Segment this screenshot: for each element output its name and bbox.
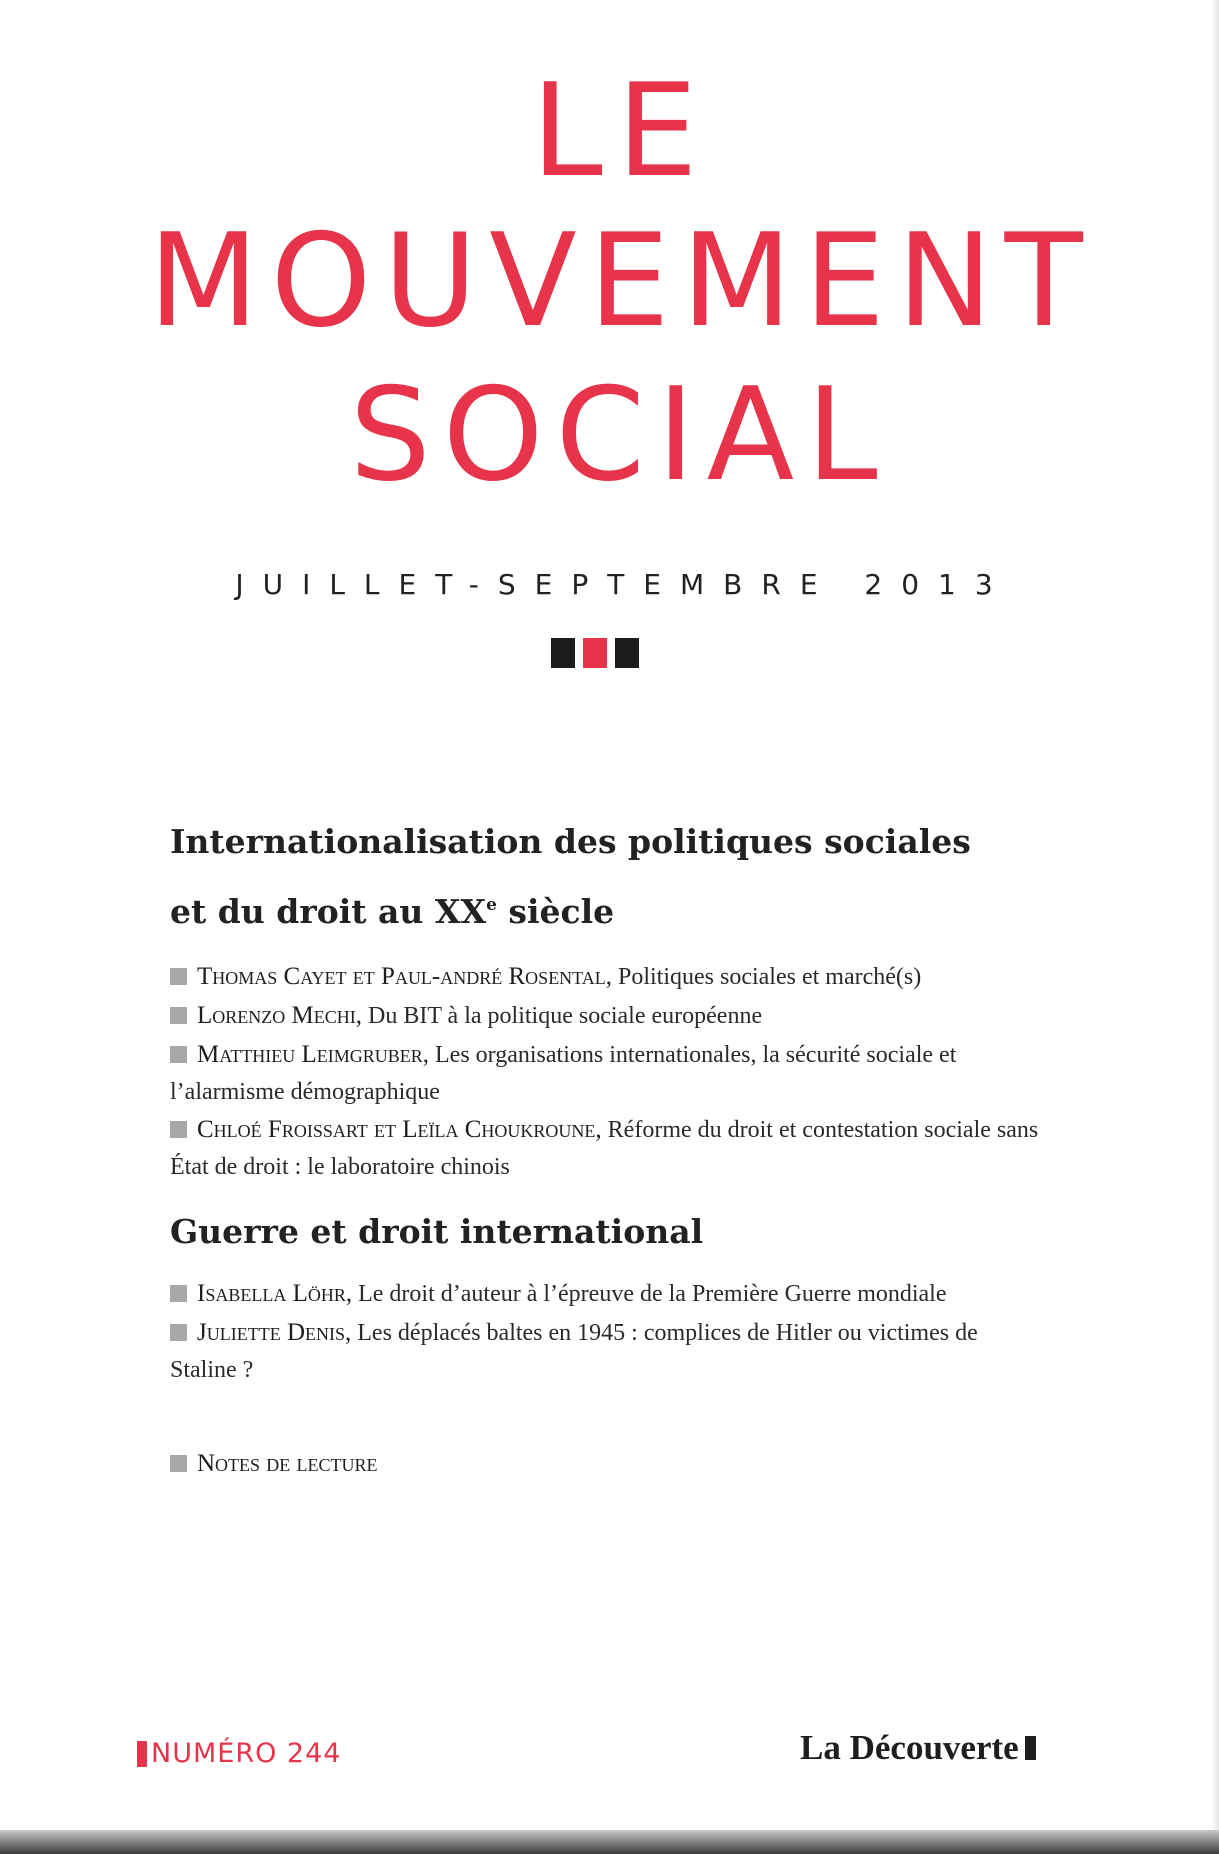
section1-heading-line2 [170,894,614,930]
article-title: Du BIT à la politique sociale européenne [368,1003,763,1029]
bottom-edge-strip [0,1830,1219,1854]
article-author: Lorenzo Mechi, [197,1002,362,1029]
square-bullet-icon [170,1007,187,1024]
publisher [800,1728,1036,1768]
article-item [170,997,1050,1035]
square-bullet-icon [170,1046,187,1063]
black-bar-icon [1025,1736,1036,1760]
article-title: Le droit d’auteur à l’épreuve de la Première Guerre mondiale [358,1281,947,1307]
article-item [170,1275,1050,1313]
article-item [170,958,1050,996]
article-item [170,1111,1050,1186]
article-author: Juliette Denis, [197,1319,352,1346]
article-item [170,1314,1050,1389]
black-square-icon [615,638,639,668]
article-title: Réforme du droit et contestation sociale sans État de droit : le laboratoire chinois [170,1117,1039,1180]
issue-date: JUILLET-SEPTEMBRE 2013 [235,568,1012,601]
article-item [170,1036,1050,1111]
red-square-icon [583,638,607,668]
section1-heading-suffix: siècle [496,892,615,931]
masthead-line-le: LE [531,57,712,206]
square-bullet-icon [170,968,187,985]
notes-item [170,1445,1050,1483]
section1-heading-prefix: et du droit au XX [170,892,487,931]
article-title: Les organisations internationales, la sécurité sociale et l’alarmisme démographique [170,1042,957,1105]
article-author: Thomas Cayet et Paul-andré Rosental, [197,963,612,990]
section1-heading-line1: Internationalisation des politiques sociales [170,822,971,861]
masthead-line-mouvement: MOUVEMENT [148,207,1095,356]
century-superscript: e [486,895,497,915]
article-author: Isabella Löhr, [197,1280,353,1307]
publisher-name: La Découverte [800,1728,1019,1767]
section2-heading: Guerre et droit international [170,1212,704,1251]
decorative-squares [551,638,639,668]
red-bar-icon [137,1741,147,1767]
page-edge-shadow [1211,0,1219,1854]
square-bullet-icon [170,1324,187,1341]
article-author: Matthieu Leimgruber, [197,1041,429,1068]
issue-number-label: NUMÉRO 244 [151,1738,342,1769]
square-bullet-icon [170,1285,187,1302]
issue-number [137,1738,341,1769]
article-title: Politiques sociales et marché(s) [617,964,922,990]
notes-label: Notes de lecture [197,1450,378,1477]
article-author: Chloé Froissart et Leïla Choukroune, [197,1116,602,1143]
black-square-icon [551,638,575,668]
square-bullet-icon [170,1455,187,1472]
masthead-line-social: SOCIAL [349,361,890,510]
article-title: Les déplacés baltes en 1945 : complices de Hitler ou victimes de Staline ? [170,1320,978,1383]
square-bullet-icon [170,1121,187,1138]
